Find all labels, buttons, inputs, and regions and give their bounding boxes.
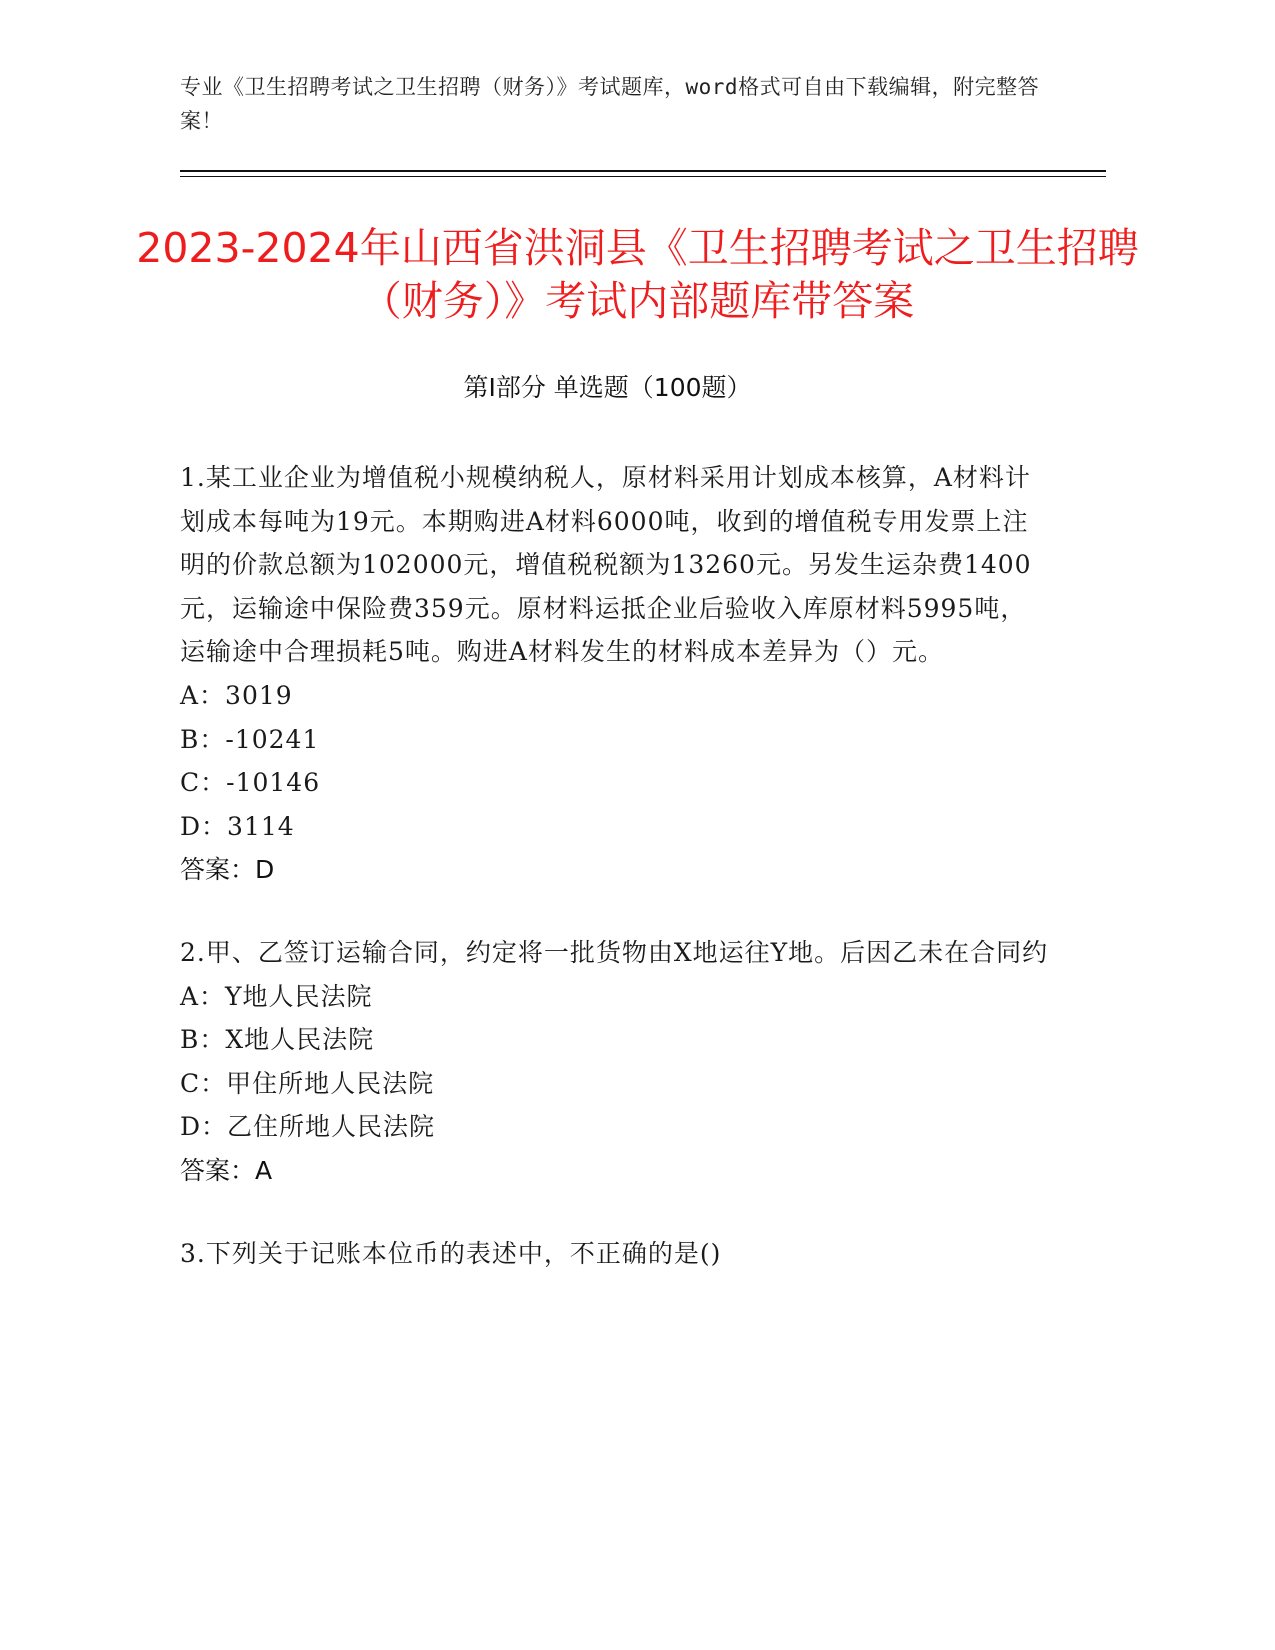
option-d: D：3114 [180,811,295,841]
question-2 [180,931,1050,1193]
header-divider-thin [180,176,1106,177]
question-list [180,456,1050,1314]
option-c: C：甲住所地人民法院 [180,1068,435,1098]
header-divider-thick [180,170,1106,172]
question-text: 3.下列关于记账本位币的表述中，不正确的是() [180,1238,722,1268]
header-note: 专业《卫生招聘考试之卫生招聘（财务）》考试题库，word格式可自由下载编辑，附完整答案！ [180,75,1040,133]
question-3 [180,1232,1050,1276]
answer: 答案：D [180,855,275,885]
option-b: B：X地人民法院 [180,1025,375,1055]
section-title: 第I部分 单选题（100题） [463,373,752,402]
question-text: 1.某工业企业为增值税小规模纳税人，原材料采用计划成本核算，A材料计划成本每吨为19元。本期购进A材料6000吨，收到的增值税专用发票上注明的价款总额为102000元，增值税税额为13260元。另发生运杂费1400元，运输途中保险费359元。原材料运抵企业后验收入库原材料5995吨，运输途中合理损耗5吨。购进A材料发生的材料成本差异为（）元。 [180,463,1032,667]
document-title: 2023-2024年山西省洪洞县《卫生招聘考试之卫生招聘（财务）》考试内部题库带答案 [136,224,1139,325]
option-d: D：乙住所地人民法院 [180,1112,436,1142]
answer: 答案：A [180,1155,273,1185]
option-b: B：-10241 [180,724,320,754]
option-a: A：Y地人民法院 [180,981,373,1011]
option-c: C：-10146 [180,768,321,798]
option-a: A：3019 [180,680,293,710]
question-1 [180,456,1050,892]
question-text: 2.甲、乙签订运输合同，约定将一批货物由X地运往Y地。后因乙未在合同约 [180,937,1049,967]
